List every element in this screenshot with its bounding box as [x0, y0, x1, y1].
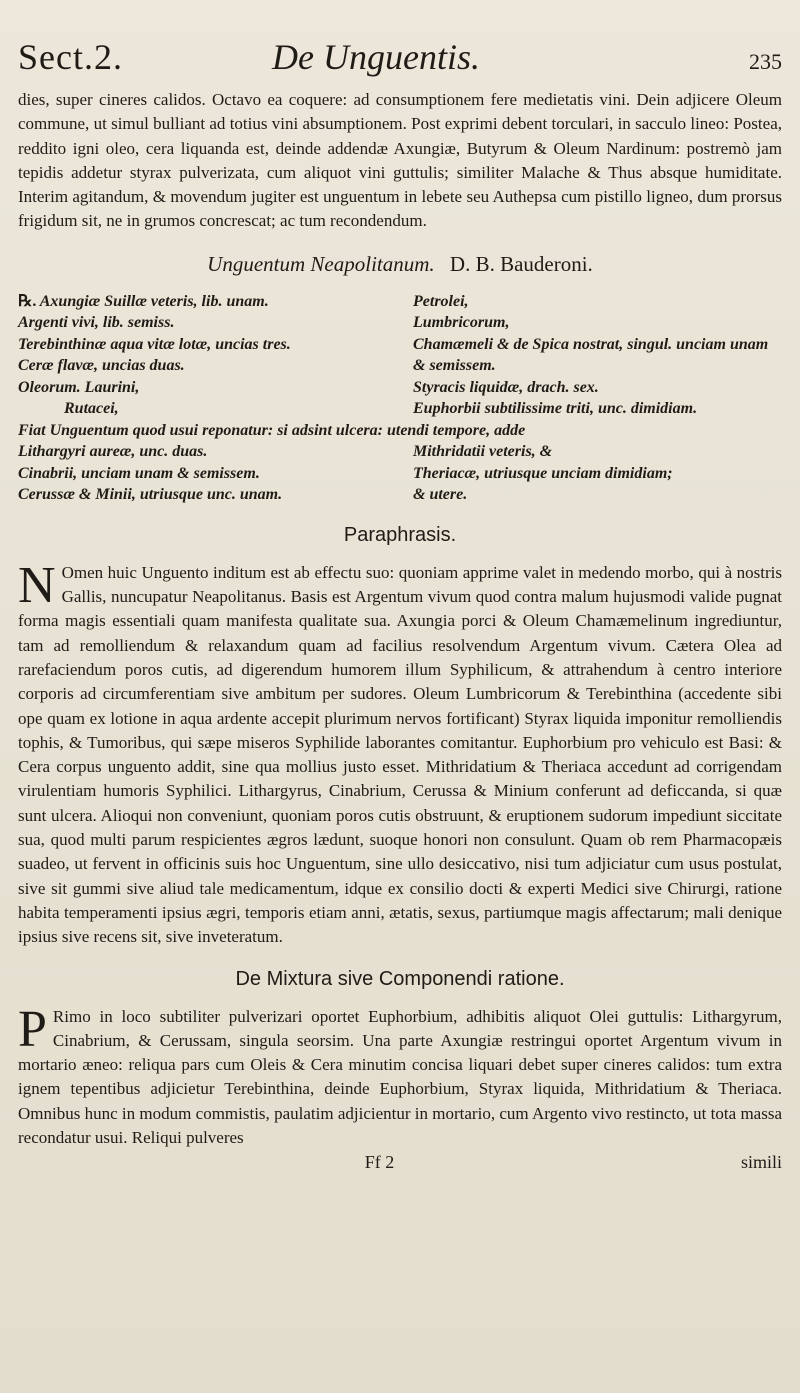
recipe-ingredients: [18, 291, 782, 420]
additions-right-column: [413, 441, 782, 506]
recipe-additions: [18, 441, 782, 506]
ingredient-item: Theriacæ, utriusque unciam dimidiam;: [413, 464, 673, 482]
section-label: Sect.2.: [18, 37, 123, 77]
recipe-title: Unguentum Neapolitanum.: [207, 251, 435, 276]
recipe-right-column: [413, 291, 782, 420]
signature-mark: Ff 2: [364, 1152, 395, 1173]
mixtura-text: Rimo in loco subtiliter pulverizari oportet Euphorbium, adhibitis aliquot Olei guttulis: Lithargyrum, Cinabrium, & Cerussam, singula seorsim. Una parte Axungiæ restringui oportet Argentum vivum in mortario æneo: reliqua pars cum Oleis & Cera minutim concisa liquari debet super cineres calidos: tum extra ignem tepentibus adjicietur Terebinthina, deinde Euphorbium, Styrax liquida, Mithridatium & Theriaca. Omnibus hunc in modum commistis, paulatim adjicientur in mortario, cum Argento vivo restincto, ut tota massa recondatur usui. Reliqui pulveres: [18, 1006, 782, 1148]
ingredient-item: Lumbricorum,: [413, 314, 510, 332]
fiat-instruction: Fiat Unguentum quod usui reponatur: si adsint ulcera: utendi tempore, adde: [18, 421, 526, 439]
mixtura-paragraph: [18, 1000, 782, 1151]
drop-cap: N: [18, 556, 56, 614]
ingredient-item: & utere.: [413, 486, 468, 504]
paraphrasis-heading: Paraphrasis.: [343, 523, 457, 546]
ingredient-item: Euphorbii subtilissime triti, unc. dimidiam.: [413, 400, 698, 418]
recipe-heading: [18, 252, 782, 277]
paraphrasis-text: Omen huic Unguento inditum est ab effectu suo: quoniam apprime valet in medendo morbo, qui à nostris Gallis, nuncupatur Neapolitanus. Basis est Argentum vivum quod contra malum hujusmodi valide pugnat forma magis essentiali quam manifesta qualitate sua. Axungia porci & Oleum Chamæmelinum ingrediuntur, tam ad remolliendum & relaxandum quam ad facilius resolvendum Argentum vivum. Cætera Olea ad rarefaciendum poros cutis, ad digerendum humorem illum Syphilicum, & attrahendum à centro interiore corporis ad circumferentiam sive ambitum per sudores. Oleum Lumbricorum & Terebinthina (accedente sibi ope quam ex lotione in aqua ardente accepit plurimum nervos fortificant) Styrax liquida imponitur remolliendis tophis, & Tumoribus, qui sæpe miseros Syphilide laborantes comitantur. Euphorbium pro vehiculo est Basi: & Cera corpus unguento addit, sine qua mollius justo esset. Mithridatium & Theriaca accedunt ad corrigendam virulentiam humoris Syphilici. Lithargyrus, Cinabrium, Cerussa & Minium conferunt ad deficcanda, si quæ sunt ulcera. Alioqui non conveniunt, quoniam poros cutis obstruunt, & eruptionem sudorum impediunt siccitate sua, quod multi parum respicientes ægros lædunt, suoque honori non consulunt. Quam ob rem Pharmacopæis suadeo, ut fervent in officinis suis hoc Unguentum, sine ullo desiccativo, nisi tum adjiciatur cum usus postulat, sive sit gummi sive aliud tale medicamentum, idque ex consilio docti & experti Medici sive Chirurgi, ratione habita temperamenti ipsius ægri, temporis etiam anni, ætatis, sexus, partiumque magis affectarum; mali denique ipsius sive recens sit, sive inveteratum.: [18, 562, 782, 947]
ingredient-item: Chamæmeli & de Spica nostrat, singul. unciam unam & semissem.: [413, 335, 769, 375]
page-footer: [18, 1152, 782, 1173]
paraphrasis-paragraph: [18, 556, 782, 950]
drop-cap: P: [18, 1000, 47, 1058]
ingredient-item: Petrolei,: [413, 292, 469, 310]
additions-left-column: [18, 441, 387, 506]
ingredient-item: Cinabrii, unciam unam & semissem.: [18, 464, 260, 482]
ingredient-item: Oleorum. Laurini,: [18, 378, 140, 396]
ingredient-item: Terebinthinæ aqua vitæ lotæ, uncias tres.: [18, 335, 291, 353]
intro-paragraph: dies, super cineres calidos. Octavo ea coquere: ad consumptionem fere medietatis vini. Dein adjicere Oleum commune, ut simul bulliant ad totius vini absumptionem. Post exprimi debent torculari, in sacculo lineo: Postea, reddito igni oleo, cera liquanda est, deinde addendæ Axungiæ, Butyrum & Oleum Nardinum: postremò jam tepidis addetur styrax pulverizata, cum aliquot vini guttulis; similiter Malache & Thus absque humiditate. Interim agitandum, & movendum jugiter est unguentum in lebete seu Authepsa cum pistillo ligneo, dum prorsus frigidum sit, ne in grumos concrescat; ac tum recondendum.: [18, 90, 782, 231]
ingredient-item: Argenti vivi, lib. semiss.: [18, 314, 175, 332]
running-head: [18, 36, 782, 78]
ingredient-item: Mithridatii veteris, &: [413, 443, 553, 461]
ingredient-item: Styracis liquidæ, drach. sex.: [413, 378, 599, 396]
ingredient-item: ℞. Axungiæ Suillæ veteris, lib. unam.: [18, 292, 269, 310]
ingredient-item: Rutacei,: [64, 400, 119, 418]
recipe-symbol-icon: ℞.: [18, 292, 37, 310]
ingredient-item: Ceræ flavæ, uncias duas.: [18, 357, 185, 375]
running-title: De Unguentis.: [272, 37, 480, 77]
mixtura-heading: De Mixtura sive Componendi ratione.: [235, 967, 565, 990]
recipe-left-column: [18, 291, 387, 420]
page-number: 235: [748, 49, 782, 74]
ingredient-item: Lithargyri aureæ, unc. duas.: [18, 443, 208, 461]
recipe-author: D. B. Bauderoni.: [449, 251, 593, 276]
catchword: simili: [740, 1152, 782, 1173]
ingredient-item: Cerussæ & Minii, utriusque unc. unam.: [18, 486, 283, 504]
